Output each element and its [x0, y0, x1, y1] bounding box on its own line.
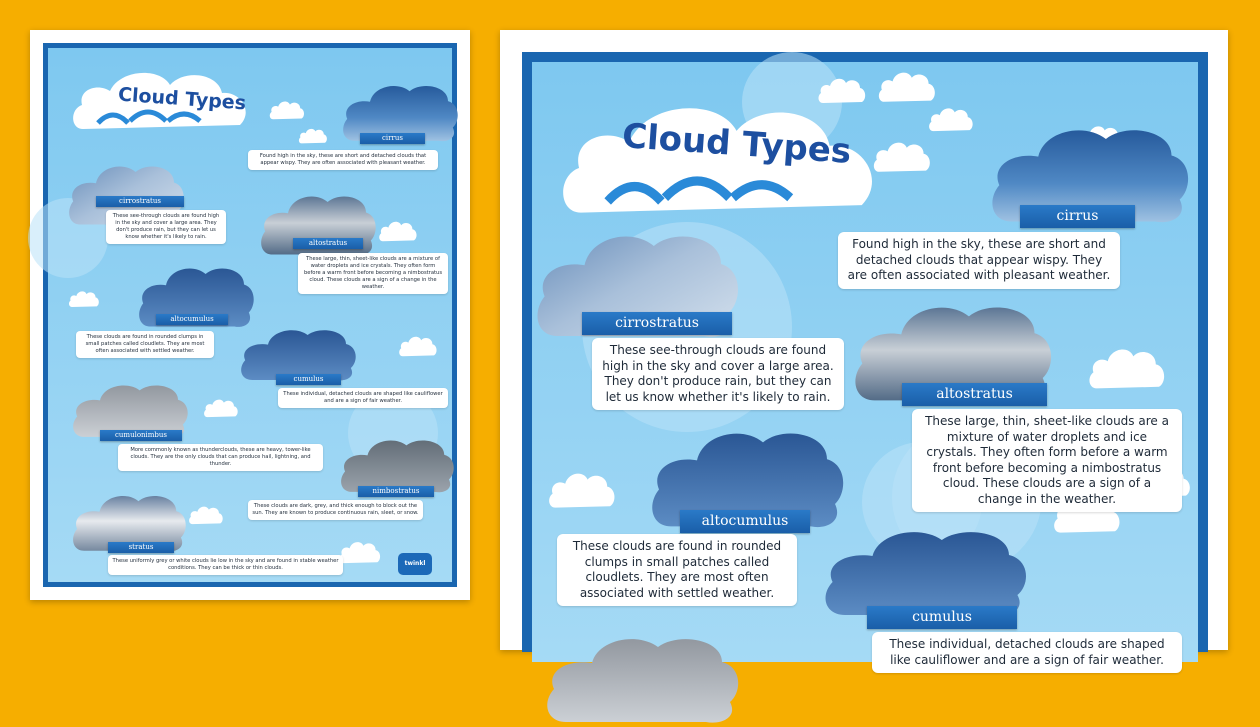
- poster-title: Cloud Types: [117, 83, 247, 115]
- altocumulus-banner: altocumulus: [156, 314, 228, 325]
- nimbostratus-description: These clouds are dark, grey, and thick enough to block out the sun. They are known to produce continuous rain, sleet, or snow.: [248, 500, 423, 520]
- altostratus-banner: altostratus: [902, 383, 1047, 406]
- cirrostratus-banner: cirrostratus: [96, 196, 184, 207]
- poster-sky: [532, 62, 1198, 667]
- altostratus-description: These large, thin, sheet-like clouds are a mixture of water droplets and ice crystals. They often form before a warm front before becoming a nimbostratus cloud. These clouds are a sign of a change in the weather.: [912, 409, 1182, 512]
- poster-preview-small: [30, 30, 470, 600]
- decorative-cloud-icon: [398, 333, 438, 357]
- cumulonimbus-photo: [542, 627, 742, 727]
- altostratus-banner: altostratus: [293, 238, 363, 249]
- altostratus-description: These large, thin, sheet-like clouds are a mixture of water droplets and ice crystals. They often form before a warm front before becoming a nimbostratus cloud. These clouds are a sign of a change in the weather.: [298, 253, 448, 294]
- cumulus-banner: cumulus: [867, 606, 1017, 629]
- altocumulus-banner: altocumulus: [680, 510, 810, 533]
- cirrus-banner: cirrus: [1020, 205, 1135, 228]
- cirrostratus-banner: cirrostratus: [582, 312, 732, 335]
- stratus-banner: stratus: [108, 542, 174, 553]
- cumulus-description: These individual, detached clouds are shaped like cauliflower and are a sign of fair weather.: [278, 388, 448, 408]
- decorative-cloud-icon: [298, 126, 328, 144]
- cirrus-banner: cirrus: [360, 133, 425, 144]
- cumulus-photo: [820, 520, 1030, 620]
- altocumulus-description: These clouds are found in rounded clumps in small patches called cloudlets. They are most often associated with settled weather.: [557, 534, 797, 606]
- poster-sky: [48, 48, 452, 582]
- cirrostratus-description: These see-through clouds are found high in the sky and cover a large area. They don't produce rain, but they can let us know whether it's likely to rain.: [592, 338, 844, 410]
- cumulonimbus-banner: cumulonimbus: [100, 430, 182, 441]
- poster-title: Cloud Types: [620, 116, 853, 172]
- decorative-cloud-icon: [188, 503, 224, 525]
- decorative-cloud-icon: [268, 98, 306, 120]
- altocumulus-description: These clouds are found in rounded clumps in small patches called cloudlets. They are most often associated with settled weather.: [76, 331, 214, 358]
- nimbostratus-banner: nimbostratus: [358, 486, 434, 497]
- twinkl-logo: twinkl: [398, 553, 432, 575]
- decorative-cloud-icon: [338, 538, 382, 564]
- cirrus-description: Found high in the sky, these are short and detached clouds that appear wispy. They are often associated with pleasant weather.: [838, 232, 1120, 289]
- stratus-description: These uniformly grey or white clouds lie low in the sky and are found in stable weather conditions. They can be thick or thin clouds.: [108, 555, 343, 575]
- cumulonimbus-description: More commonly known as thunderclouds, these are heavy, tower-like clouds. They are the only clouds that can produce hail, lightning, and thunder.: [118, 444, 323, 471]
- decorative-cloud-icon: [203, 396, 239, 418]
- cumulus-banner: cumulus: [276, 374, 341, 385]
- poster-frame: [43, 43, 457, 587]
- cumulus-description: These individual, detached clouds are shaped like cauliflower and are a sign of fair weather.: [872, 632, 1182, 673]
- poster-frame: [522, 52, 1208, 667]
- cirrostratus-description: These see-through clouds are found high in the sky and cover a large area. They don't produce rain, but they can let us know whether it's likely to rain.: [106, 210, 226, 244]
- decorative-cloud-icon: [547, 467, 617, 509]
- poster-preview-large: [500, 30, 1228, 667]
- decorative-cloud-icon: [1087, 342, 1167, 390]
- decorative-cloud-icon: [68, 288, 100, 308]
- decorative-cloud-icon: [378, 218, 418, 242]
- decorative-cloud-icon: [927, 104, 975, 132]
- cirrus-description: Found high in the sky, these are short and detached clouds that appear wispy. They are often associated with pleasant weather.: [248, 150, 438, 170]
